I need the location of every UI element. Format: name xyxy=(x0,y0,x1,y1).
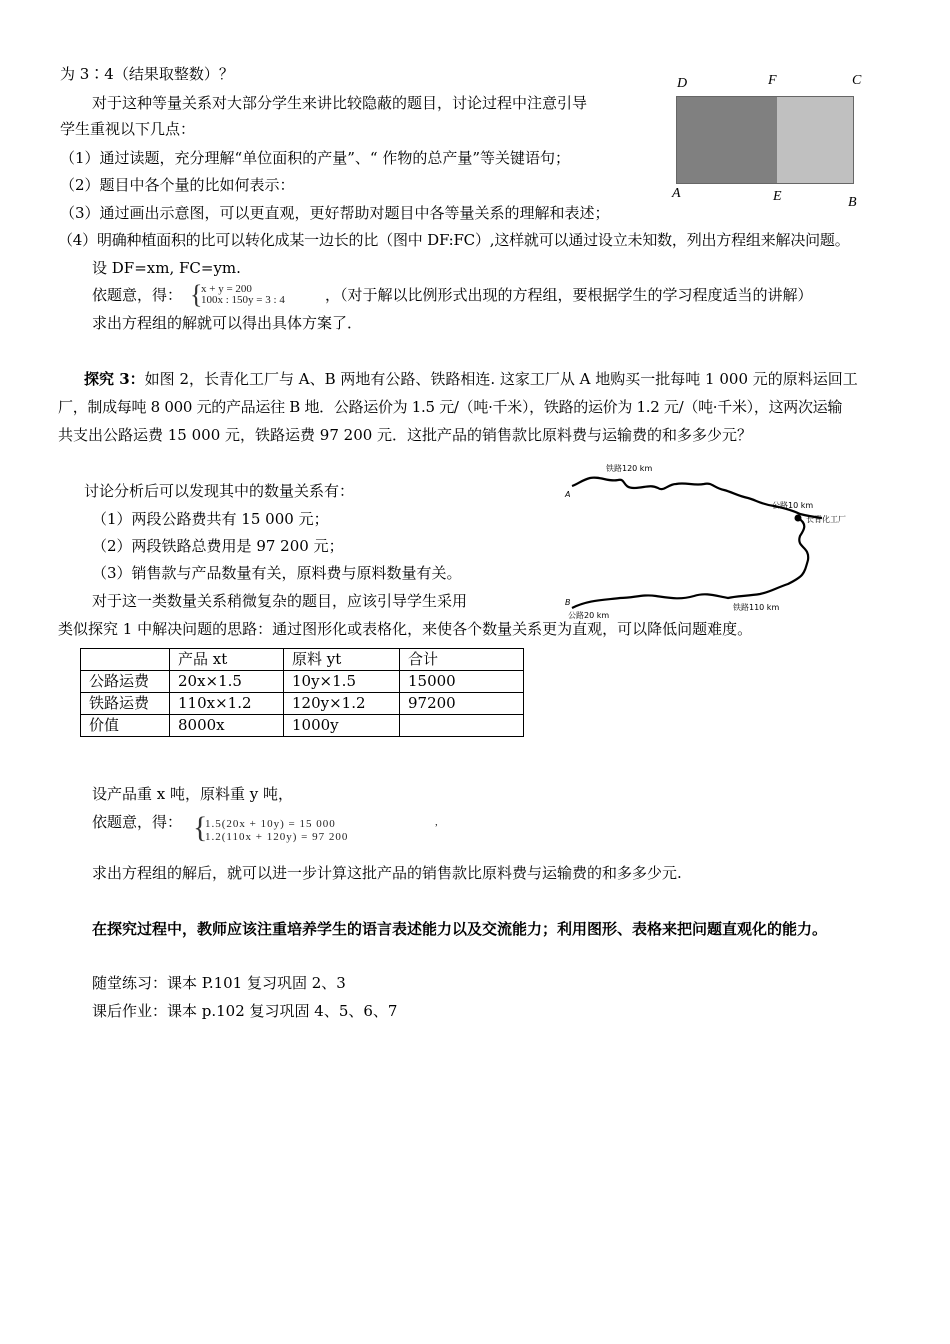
text-line: （3）通过画出示意图，可以更直观，更好帮助对题目中各等量关系的理解和表述； xyxy=(60,204,610,222)
equation-line: x + y = 200 xyxy=(201,283,252,295)
label-f: F xyxy=(768,73,777,88)
map-label-road-bottom: 公路20 km xyxy=(568,611,610,620)
map-label-road-top: 公路10 km xyxy=(772,501,814,510)
table-cell: 110x×1.2 xyxy=(170,693,284,715)
text-line: （2）题目中各个量的比如何表示： xyxy=(60,176,295,194)
table-cell: 产品 xt xyxy=(170,649,284,671)
list-item: （1）两段公路费共有 15 000 元； xyxy=(92,510,329,528)
equation-brace: { xyxy=(190,280,203,309)
text-line: 类似探究 1 中解决问题的思路：通过图形化或表格化，来使各个数量关系更为直观，可以降低问题难度。 xyxy=(58,620,753,638)
text-line: 厂，制成每吨 8 000 元的产品运往 B 地．公路运价为 1.5 元/（吨·千米），铁路的运价为 1.2 元/（吨·千米），这两次运输 xyxy=(58,398,843,416)
railway-top xyxy=(572,478,822,518)
route-map xyxy=(560,460,890,620)
equation-brace: { xyxy=(193,811,208,844)
table-cell: 原料 yt xyxy=(284,649,400,671)
text-line: 对于这一类数量关系稍微复杂的题目，应该引导学生采用 xyxy=(92,592,468,610)
table-row xyxy=(81,715,524,737)
explore3-label: 探究 3： xyxy=(84,370,145,388)
equation-line: 1.5(20x + 10y) = 15 000 xyxy=(205,818,336,830)
text-line: 为 3∶4（结果取整数）？ xyxy=(60,65,234,83)
text-line: 学生重视以下几点： xyxy=(60,120,196,138)
map-label-b: B xyxy=(565,598,571,607)
table-cell: 97200 xyxy=(400,693,524,715)
text-line: 求出方程组的解后，就可以进一步计算这批产品的销售款比原料费与运输费的和多多少元. xyxy=(92,864,682,882)
light-region xyxy=(777,96,854,184)
dark-region xyxy=(676,96,778,184)
text-line: （1）通过读题，充分理解“单位面积的产量”、“ 作物的总产量”等关键语句； xyxy=(60,149,570,167)
equation-line: 100x : 150y = 3 : 4 xyxy=(201,294,285,306)
text-line: 设 DF=xm, FC=ym. xyxy=(92,259,241,277)
table-cell: 铁路运费 xyxy=(81,693,170,715)
equation-line: 1.2(110x + 120y) = 97 200 xyxy=(205,831,349,843)
map-label-rail-top: 铁路120 km xyxy=(606,464,653,473)
text-line: 对于这种等量关系对大部分学生来讲比较隐蔽的题目，讨论过程中注意引导 xyxy=(92,94,588,112)
table-cell: 10y×1.5 xyxy=(284,671,400,693)
map-label-a: A xyxy=(565,490,571,499)
table-row xyxy=(81,693,524,715)
table-cell: 15000 xyxy=(400,671,524,693)
text-line: 求出方程组的解就可以得出具体方案了． xyxy=(92,314,363,332)
railway-bottom xyxy=(572,518,808,608)
table-cell: 20x×1.5 xyxy=(170,671,284,693)
label-b: B xyxy=(848,195,857,210)
map-label-rail-bottom: 铁路110 km xyxy=(733,603,780,612)
table-cell: 120y×1.2 xyxy=(284,693,400,715)
table-cell xyxy=(400,715,524,737)
table-cell: 公路运费 xyxy=(81,671,170,693)
explore3-line xyxy=(84,369,858,389)
list-item: （3）销售款与产品数量有关，原料费与原料数量有关。 xyxy=(92,564,462,582)
table-header-row xyxy=(81,649,524,671)
text-line: ，（对于解以比例形式出现的方程组，要根据学生的学习程度适当的讲解） xyxy=(325,286,813,304)
text-line: 共支出公路运费 15 000 元，铁路运费 97 200 元．这批产品的销售款比原料费与运输费的和多多少元？ xyxy=(58,426,753,444)
practice-text: 随堂练习：课本 P.101 复习巩固 2、3 xyxy=(92,974,346,992)
text-line: 依题意，得： xyxy=(92,813,183,831)
explore3-text: 如图 2，长青化工厂与 A、B 两地有公路、铁路相连. 这家工厂从 A 地购买一批每吨 1 000 元的原料运回工 xyxy=(144,370,858,388)
text-line: 讨论分析后可以发现其中的数量关系有： xyxy=(84,482,355,500)
list-item: （2）两段铁路总费用是 97 200 元； xyxy=(92,537,344,555)
label-a: A xyxy=(672,186,681,201)
data-table xyxy=(80,648,524,737)
table-cell: 价值 xyxy=(81,715,170,737)
text-line: 设产品重 x 吨，原料重 y 吨， xyxy=(92,785,294,803)
factory-marker xyxy=(795,515,802,522)
table-row xyxy=(81,671,524,693)
table-cell: 8000x xyxy=(170,715,284,737)
table-cell: 合计 xyxy=(400,649,524,671)
homework-text: 课后作业：课本 p.102 复习巩固 4、5、6、7 xyxy=(92,1002,398,1020)
table-cell: 1000y xyxy=(284,715,400,737)
label-d: D xyxy=(677,76,688,91)
equation-comma: , xyxy=(435,816,438,828)
text-line: （4）明确种植面积的比可以转化成某一边长的比（图中 DF:FC）,这样就可以通过设立未知数，列出方程组来解决问题。 xyxy=(58,231,850,249)
emphasis-text: 在探究过程中，教师应该注重培养学生的语言表述能力以及交流能力；利用图形、表格来把问题直观化的能力。 xyxy=(92,920,828,938)
table-cell xyxy=(81,649,170,671)
text-line: 依题意，得： xyxy=(92,286,183,304)
label-e: E xyxy=(773,189,782,204)
map-label-factory: 长青化工厂 xyxy=(806,515,846,524)
label-c: C xyxy=(852,73,862,88)
